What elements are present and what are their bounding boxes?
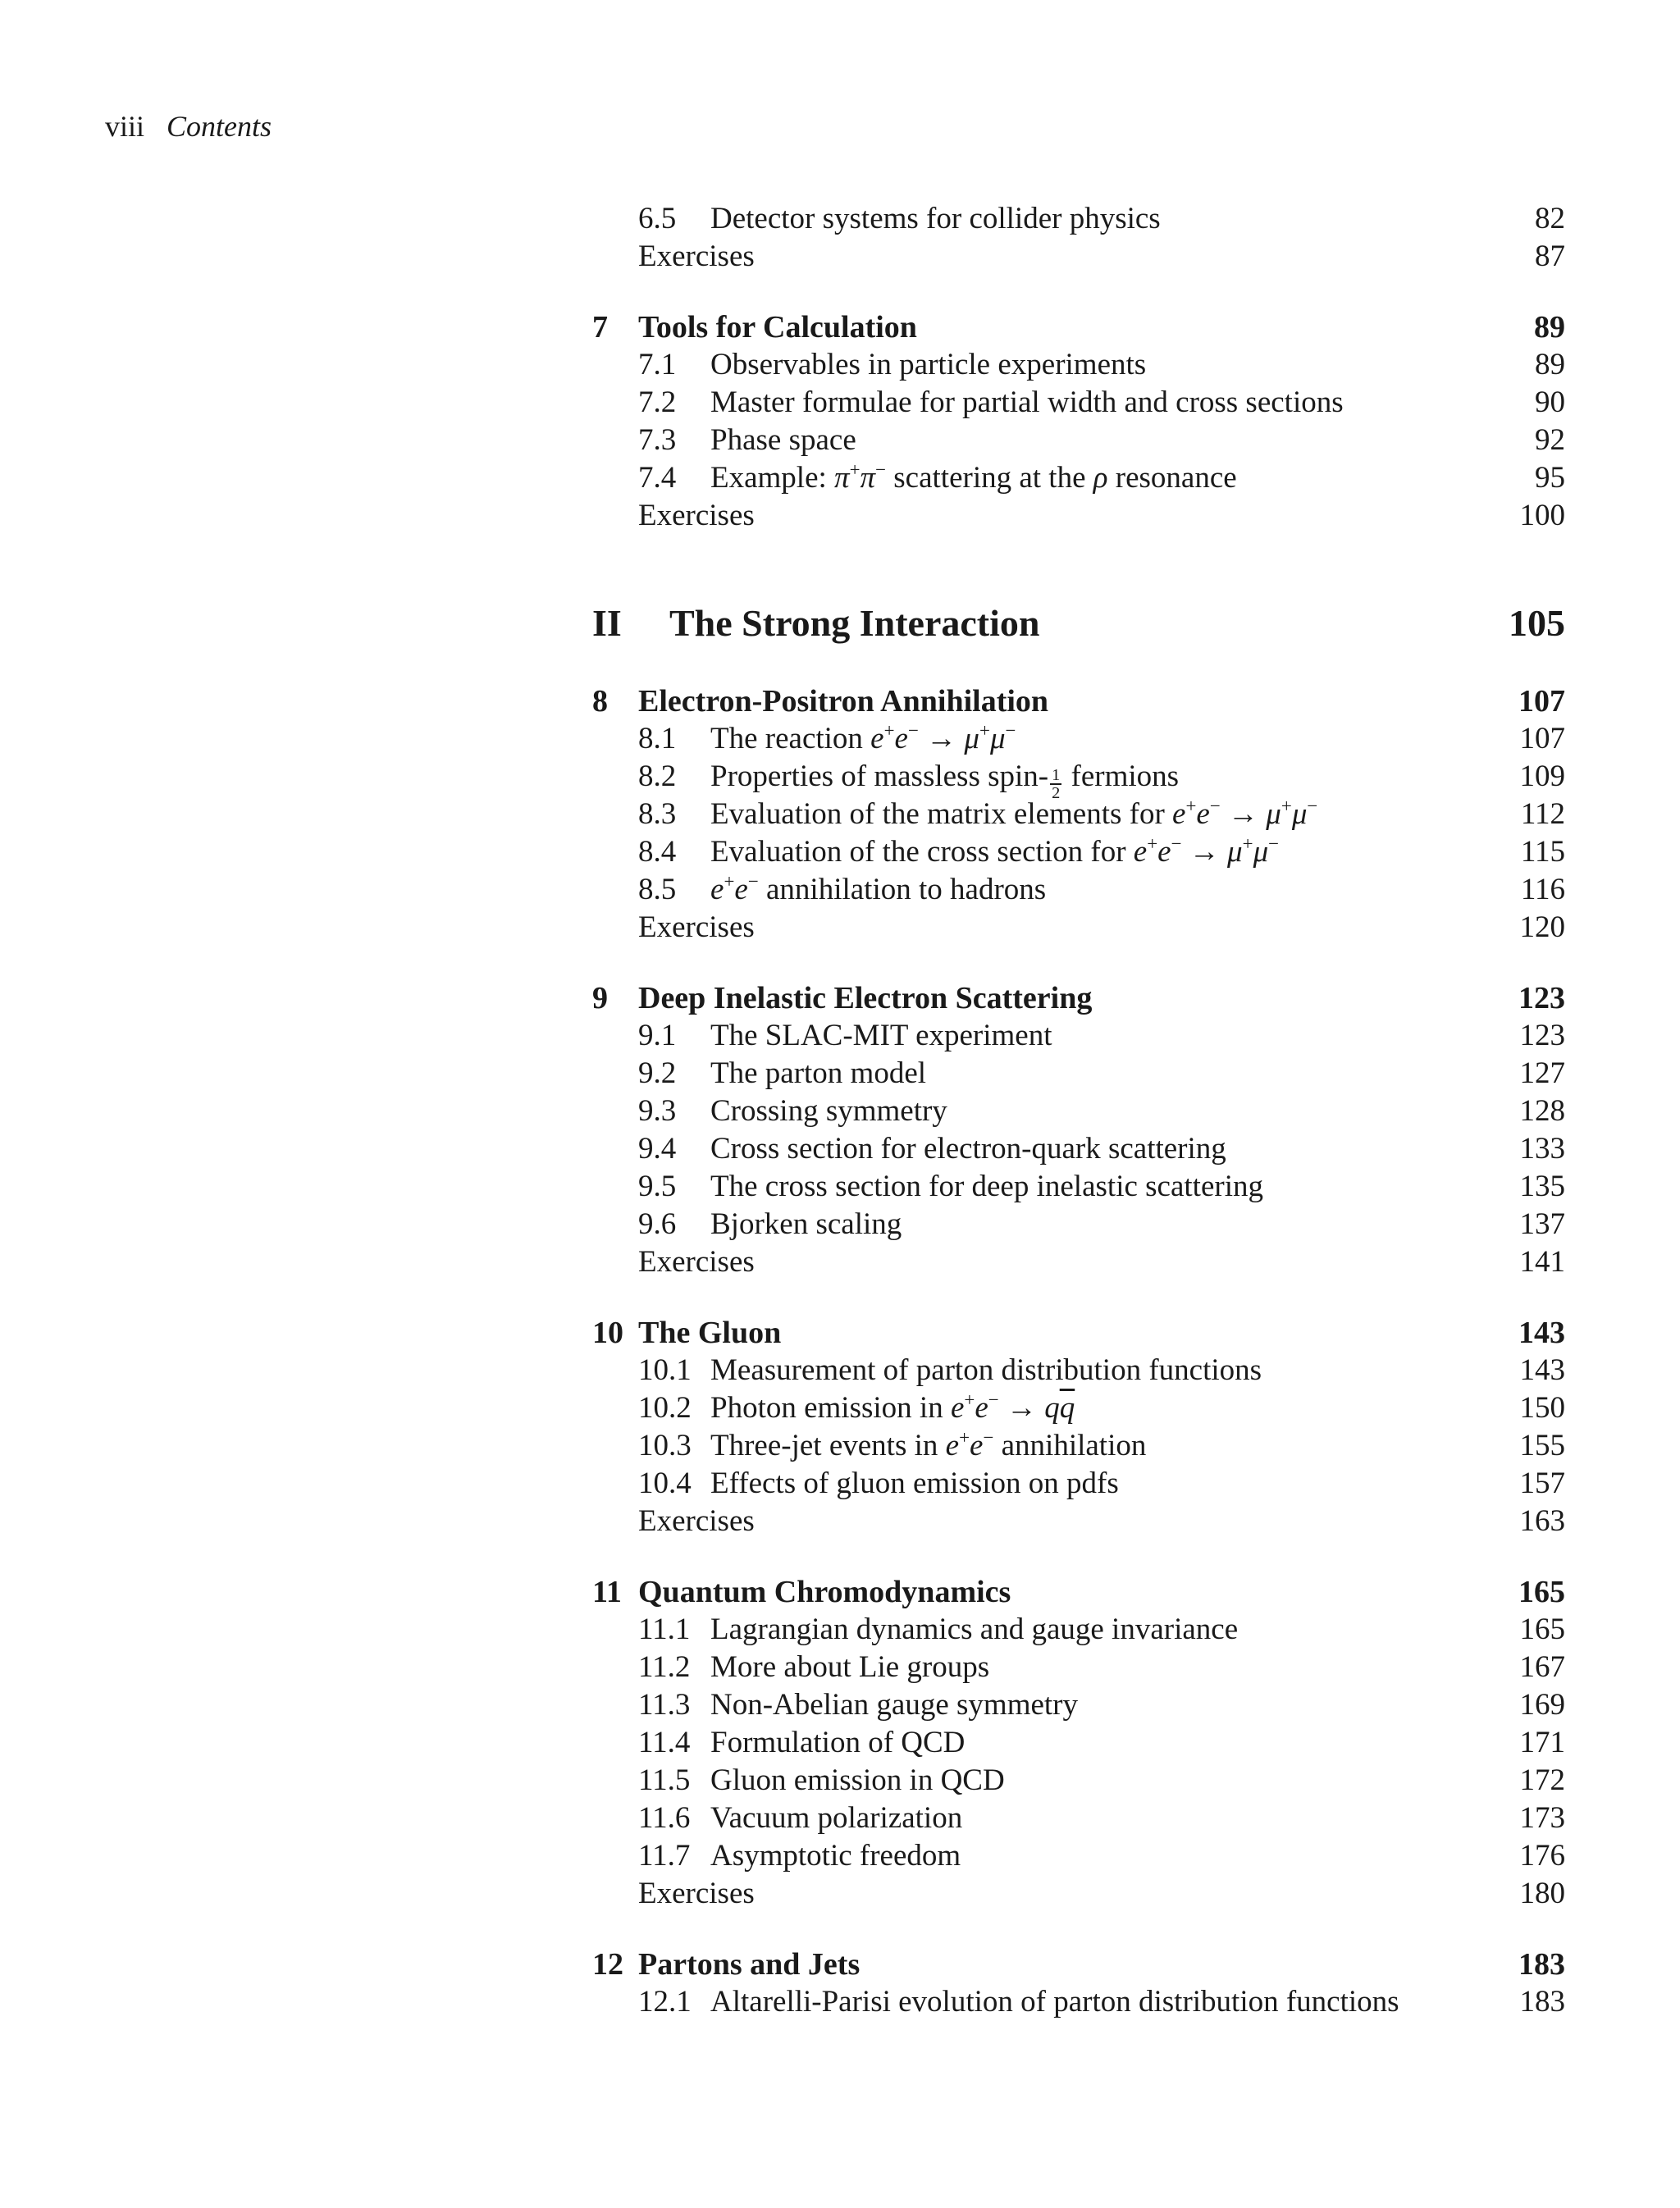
section-page: 90: [1535, 385, 1565, 419]
section-number: 11.3: [638, 1688, 691, 1722]
section-page: 150: [1519, 1391, 1565, 1425]
section-page: 116: [1520, 873, 1565, 906]
section-number: 12.1: [638, 1985, 692, 2019]
section-title-post: fermions: [1063, 760, 1180, 793]
section-number: 8.3: [638, 797, 677, 831]
section-number: 9.3: [638, 1094, 677, 1128]
part-title: The Strong Interaction: [669, 602, 1040, 644]
section-title-pre: Example:: [710, 461, 835, 495]
section-page: 89: [1535, 348, 1565, 381]
section-number: 11.2: [638, 1650, 691, 1684]
toc-chapter-7[interactable]: [592, 308, 1565, 346]
section-number: 7.3: [638, 423, 677, 457]
section-number: 7.1: [638, 348, 677, 381]
section-number: 8.4: [638, 835, 677, 869]
section-title: Asymptotic freedom: [710, 1839, 961, 1873]
toc-section-11-2[interactable]: [592, 1649, 1565, 1686]
section-page: 128: [1519, 1094, 1565, 1128]
section-title: Cross section for electron-quark scattering: [710, 1132, 1226, 1166]
chapter-title: Tools for Calculation: [638, 310, 917, 344]
section-number: 9.2: [638, 1056, 677, 1090]
section-number: 8.2: [638, 760, 677, 793]
toc-section-9-6[interactable]: [592, 1206, 1565, 1243]
chapter-title: The Gluon: [638, 1316, 782, 1350]
section-page: 112: [1520, 797, 1565, 831]
section-title: Observables in particle experiments: [710, 348, 1147, 381]
toc-section-11-7[interactable]: [592, 1837, 1565, 1875]
exercises-page: 87: [1535, 240, 1565, 273]
exercises-title: Exercises: [638, 240, 755, 273]
section-title: More about Lie groups: [710, 1650, 990, 1684]
section-page: 82: [1535, 202, 1565, 235]
section-page: 137: [1519, 1207, 1565, 1241]
section-number: 10.2: [638, 1391, 692, 1425]
section-page: 169: [1519, 1688, 1565, 1722]
chapter-page: 165: [1518, 1575, 1565, 1609]
section-page: 171: [1519, 1726, 1565, 1759]
chapter-number: 12: [592, 1947, 623, 1982]
chapter-number: 7: [592, 310, 608, 344]
section-number: 10.3: [638, 1429, 692, 1462]
chapter-title: Deep Inelastic Electron Scattering: [638, 981, 1093, 1015]
section-number: 11.6: [638, 1801, 691, 1835]
section-title: The SLAC-MIT experiment: [710, 1019, 1052, 1052]
section-title: Gluon emission in QCD: [710, 1763, 1005, 1797]
exercises-page: 180: [1519, 1877, 1565, 1910]
section-page: 95: [1535, 461, 1565, 495]
table-of-contents: [592, 200, 1565, 2021]
toc-section-10-2[interactable]: [592, 1389, 1565, 1427]
toc-section-8-4[interactable]: [592, 833, 1565, 871]
section-page: 92: [1535, 423, 1565, 457]
section-number: 8.1: [638, 722, 677, 755]
part-page: 105: [1509, 602, 1565, 644]
section-title: Lagrangian dynamics and gauge invariance: [710, 1613, 1239, 1646]
math-ee-mumu: e+e− → μ+μ−: [870, 719, 1016, 755]
section-title: The parton model: [710, 1056, 927, 1090]
chapter-number: 8: [592, 684, 608, 719]
section-title-pre: Evaluation of the cross section for: [710, 835, 1134, 869]
toc-part-2[interactable]: [592, 599, 1565, 648]
section-title: Bjorken scaling: [710, 1207, 902, 1241]
section-title: Vacuum polarization: [710, 1801, 963, 1835]
section-title: Effects of gluon emission on pdfs: [710, 1467, 1119, 1500]
section-number: 6.5: [638, 202, 677, 235]
section-number: 10.1: [638, 1353, 692, 1387]
section-number: 9.1: [638, 1019, 677, 1052]
section-page: 133: [1519, 1132, 1565, 1166]
section-number: 9.4: [638, 1132, 677, 1166]
section-page: 172: [1519, 1763, 1565, 1797]
toc-chapter-11[interactable]: [592, 1573, 1565, 1611]
toc-section-7-1[interactable]: [592, 346, 1565, 384]
toc-section-6-5[interactable]: [592, 200, 1565, 238]
toc-chapter-8[interactable]: [592, 682, 1565, 720]
toc-section-9-3[interactable]: [592, 1093, 1565, 1130]
exercises-page: 100: [1519, 499, 1565, 532]
math-rho: ρ: [1093, 461, 1108, 495]
toc-section-11-4[interactable]: [592, 1724, 1565, 1762]
section-number: 11.7: [638, 1839, 691, 1873]
section-title: Crossing symmetry: [710, 1094, 947, 1128]
chapter-title: Electron-Positron Annihilation: [638, 684, 1049, 719]
toc-chapter-10[interactable]: [592, 1314, 1565, 1352]
toc-exercises-ch8[interactable]: [592, 909, 1565, 947]
section-title: Phase space: [710, 423, 856, 457]
section-page: 127: [1519, 1056, 1565, 1090]
toc-section-9-1[interactable]: [592, 1017, 1565, 1055]
section-page: 157: [1519, 1467, 1565, 1500]
section-page: 176: [1519, 1839, 1565, 1873]
section-title: Master formulae for partial width and cross sections: [710, 385, 1344, 419]
section-number: 11.4: [638, 1726, 691, 1759]
section-page: 183: [1519, 1985, 1565, 2019]
chapter-number: 11: [592, 1575, 622, 1609]
section-number: 11.1: [638, 1613, 691, 1646]
toc-section-11-6[interactable]: [592, 1800, 1565, 1837]
section-number: 7.4: [638, 461, 677, 495]
section-page: 167: [1519, 1650, 1565, 1684]
section-page: 143: [1519, 1353, 1565, 1387]
section-number: 8.5: [638, 873, 677, 906]
chapter-number: 9: [592, 981, 608, 1015]
toc-exercises-ch9[interactable]: [592, 1243, 1565, 1281]
section-number: 9.6: [638, 1207, 677, 1241]
exercises-title: Exercises: [638, 910, 755, 944]
exercises-title: Exercises: [638, 499, 755, 532]
section-number: 7.2: [638, 385, 677, 419]
section-page: 123: [1519, 1019, 1565, 1052]
part-number: II: [592, 602, 622, 644]
chapter-page: 107: [1518, 684, 1565, 719]
chapter-number: 10: [592, 1316, 623, 1350]
toc-exercises-ch6[interactable]: [592, 238, 1565, 276]
section-title-pre: Evaluation of the matrix elements for: [710, 797, 1173, 831]
toc-section-12-1[interactable]: [592, 1983, 1565, 2021]
section-title-post: scattering at the: [886, 461, 1093, 495]
exercises-title: Exercises: [638, 1877, 755, 1910]
header-page-number: viii: [105, 110, 145, 143]
math-ee: e+e−: [945, 1426, 994, 1462]
section-title: The cross section for deep inelastic scattering: [710, 1170, 1263, 1203]
math-ee-mumu: e+e− → μ+μ−: [1133, 833, 1280, 869]
toc-section-8-5[interactable]: [592, 871, 1565, 909]
section-number: 10.4: [638, 1467, 692, 1500]
toc-section-9-2[interactable]: [592, 1055, 1565, 1093]
section-page: 109: [1519, 760, 1565, 793]
toc-exercises-ch11[interactable]: [592, 1875, 1565, 1913]
exercises-title: Exercises: [638, 1245, 755, 1279]
section-page: 135: [1519, 1170, 1565, 1203]
section-title: Non-Abelian gauge symmetry: [710, 1688, 1078, 1722]
toc-section-7-2[interactable]: [592, 384, 1565, 422]
section-page: 155: [1519, 1429, 1565, 1462]
toc-section-10-4[interactable]: [592, 1465, 1565, 1503]
header-title: Contents: [167, 110, 272, 143]
section-title: Detector systems for collider physics: [710, 202, 1161, 235]
toc-exercises-ch10[interactable]: [592, 1503, 1565, 1540]
toc-section-9-5[interactable]: [592, 1168, 1565, 1206]
math-ee-mumu: e+e− → μ+μ−: [1172, 795, 1318, 831]
toc-section-11-5[interactable]: [592, 1762, 1565, 1800]
toc-section-10-1[interactable]: [592, 1352, 1565, 1389]
exercises-page: 120: [1519, 910, 1565, 944]
toc-section-8-1[interactable]: [592, 720, 1565, 758]
section-number: 11.5: [638, 1763, 691, 1797]
section-title: Altarelli-Parisi evolution of parton distribution functions: [710, 1985, 1399, 2019]
chapter-title: Partons and Jets: [638, 1947, 861, 1982]
section-title-post: annihilation to hadrons: [758, 873, 1047, 906]
toc-section-11-1[interactable]: [592, 1611, 1565, 1649]
toc-section-7-4[interactable]: [592, 459, 1565, 497]
section-page: 165: [1519, 1613, 1565, 1646]
toc-exercises-ch7[interactable]: [592, 497, 1565, 535]
section-title: Measurement of parton distribution functions: [710, 1353, 1262, 1387]
toc-section-11-3[interactable]: [592, 1686, 1565, 1724]
toc-section-10-3[interactable]: [592, 1427, 1565, 1465]
section-page: 115: [1520, 835, 1565, 869]
toc-section-8-2[interactable]: [592, 758, 1565, 803]
section-title-pre: Properties of massless spin-: [710, 760, 1049, 793]
toc-section-8-3[interactable]: [592, 796, 1565, 833]
chapter-page: 183: [1518, 1947, 1565, 1982]
math-pi-pi: π+π−: [834, 458, 887, 495]
exercises-page: 141: [1519, 1245, 1565, 1279]
section-title-pre: Three-jet events in: [710, 1429, 946, 1462]
section-title-pre: The reaction: [710, 722, 871, 755]
toc-section-7-3[interactable]: [592, 422, 1565, 459]
section-title-end: resonance: [1107, 461, 1237, 495]
section-title: Formulation of QCD: [710, 1726, 966, 1759]
toc-chapter-12[interactable]: [592, 1946, 1565, 1983]
chapter-title: Quantum Chromodynamics: [638, 1575, 1011, 1609]
exercises-page: 163: [1519, 1504, 1565, 1538]
section-title-pre: Photon emission in: [710, 1391, 951, 1425]
section-page: 173: [1519, 1801, 1565, 1835]
section-title-post: annihilation: [993, 1429, 1147, 1462]
toc-section-9-4[interactable]: [592, 1130, 1565, 1168]
chapter-page: 123: [1518, 981, 1565, 1015]
exercises-title: Exercises: [638, 1504, 755, 1538]
section-number: 9.5: [638, 1170, 677, 1203]
section-page: 107: [1519, 722, 1565, 755]
chapter-page: 89: [1534, 310, 1565, 344]
math-ee-qqbar: $e^+e^- \to q\overline{q}$: [950, 1389, 1075, 1425]
math-ee: e+e−: [710, 870, 759, 906]
running-header: [105, 108, 272, 144]
chapter-page: 143: [1518, 1316, 1565, 1350]
math-one-half: $\frac{1}{2}$: [1052, 765, 1061, 803]
toc-chapter-9[interactable]: [592, 979, 1565, 1017]
